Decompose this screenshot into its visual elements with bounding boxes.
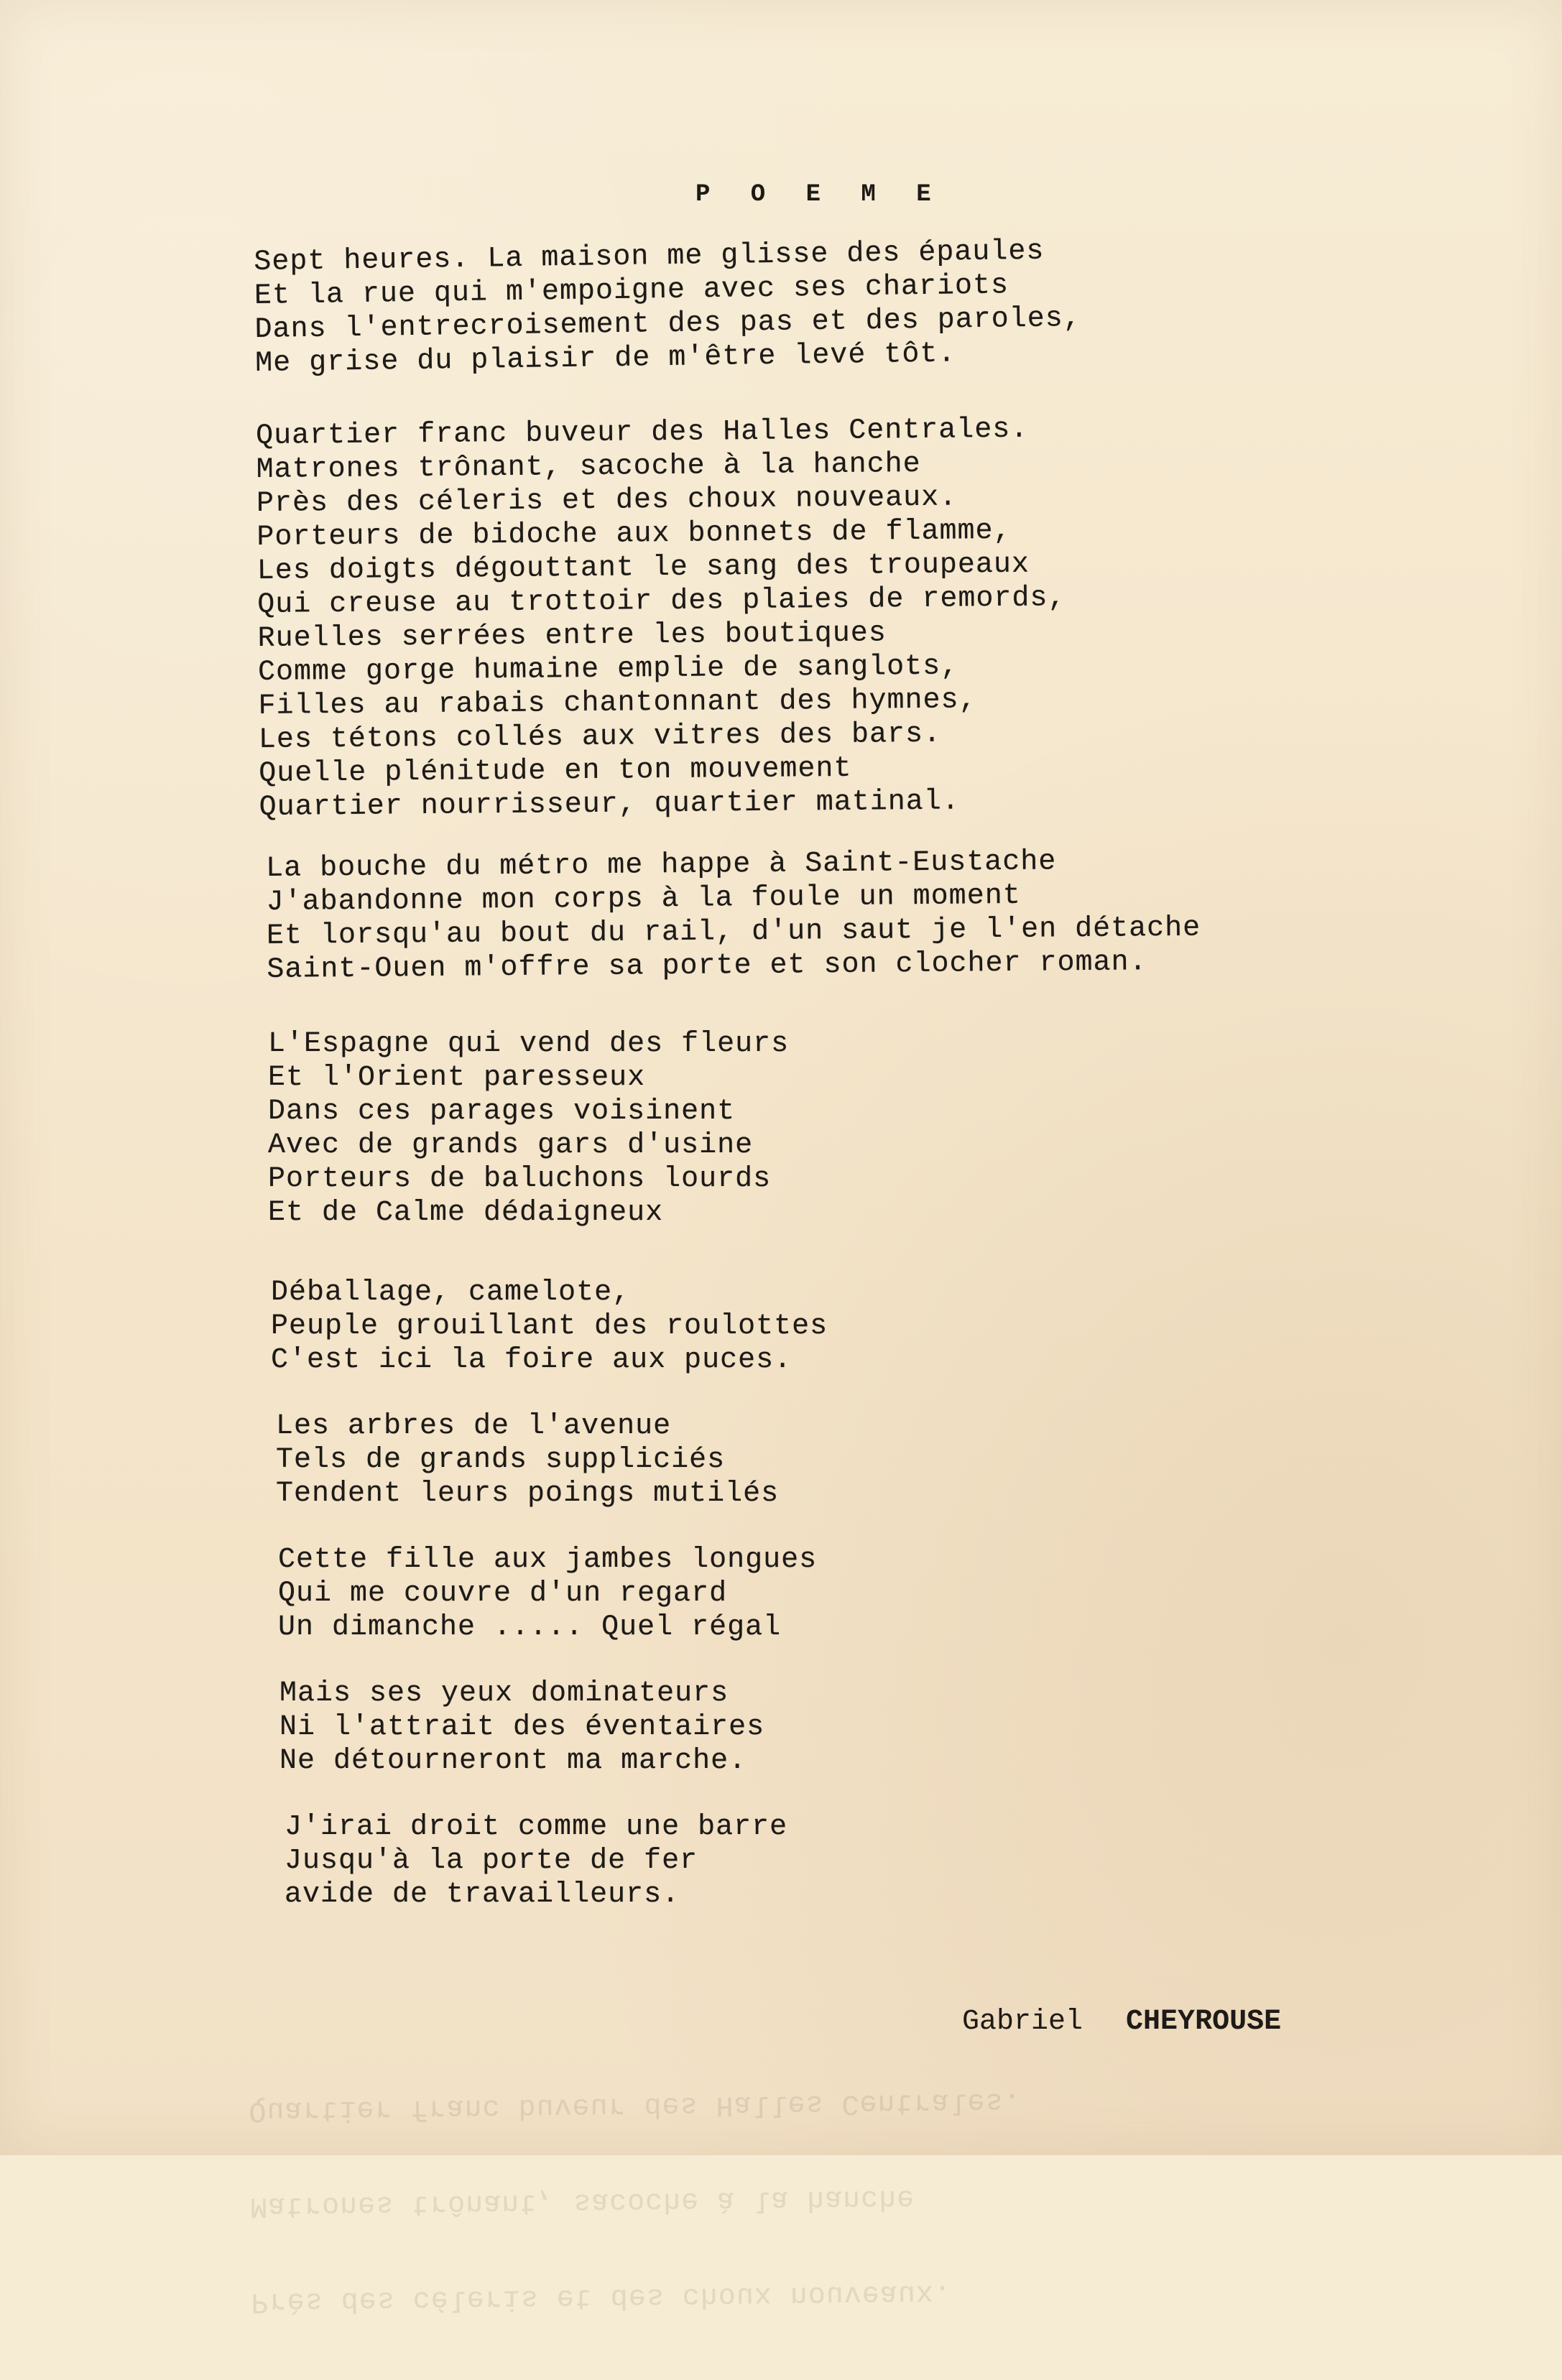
poem-line: J'irai droit comme une barre bbox=[285, 1811, 788, 1843]
poem-line: Ne détourneront ma marche. bbox=[279, 1745, 747, 1777]
bleed-through-line: Près des céleris et des choux nouveaux. bbox=[251, 2277, 953, 2318]
poem-line: Un dimanche ..... Quel régal bbox=[278, 1611, 782, 1644]
poem-line: L'Espagne qui vend des fleurs bbox=[268, 1028, 790, 1060]
poem-line: Tendent leurs poings mutilés bbox=[276, 1478, 780, 1510]
poem-line: Avec de grands gars d'usine bbox=[268, 1129, 754, 1162]
poem-line: Quartier franc buveur des Halles Centrales. bbox=[256, 413, 1029, 453]
poem-line: J'abandonne mon corps à la foule un moment bbox=[266, 879, 1021, 919]
poem-line: Me grise du plaisir de m'être levé tôt. bbox=[254, 338, 956, 380]
stanza-1 bbox=[254, 234, 1082, 381]
poem-line: Et l'Orient paresseux bbox=[268, 1062, 646, 1094]
poem-line: Les arbres de l'avenue bbox=[276, 1410, 672, 1443]
bleed-through-line: Matrones trônant, sacoche à la hanche bbox=[249, 2181, 915, 2222]
stanza-2 bbox=[256, 412, 1068, 825]
stanza-5 bbox=[271, 1276, 828, 1377]
poem-line: Les doigts dégouttant le sang des troupeaux bbox=[257, 548, 1030, 588]
bleed-through-line: Quartier franc buveur des Halles Centrales. bbox=[249, 2084, 1022, 2126]
poem-title: P O E M E bbox=[695, 181, 944, 208]
poem-line: Dans ces parages voisinent bbox=[268, 1096, 736, 1128]
author-last-name: CHEYROUSE bbox=[1126, 2006, 1282, 2038]
stanza-7 bbox=[278, 1543, 817, 1644]
poem-line: Porteurs de bidoche aux bonnets de flamme, bbox=[257, 514, 1012, 554]
poem-line: Peuple grouillant des roulottes bbox=[271, 1310, 828, 1343]
poem-line: Qui me couvre d'un regard bbox=[278, 1578, 728, 1610]
poem-line: Ni l'attrait des éventaires bbox=[279, 1711, 765, 1744]
poem-line: Jusqu'à la porte de fer bbox=[285, 1845, 698, 1877]
poem-line: Matrones trônant, sacoche à la hanche bbox=[256, 448, 921, 486]
poem-line: Quartier nourrisseur, quartier matinal. bbox=[259, 785, 961, 824]
poem-line: Les tétons collés aux vitres des bars. bbox=[258, 718, 942, 756]
stanza-3 bbox=[266, 844, 1201, 987]
poem-line: Ruelles serrées entre les boutiques bbox=[257, 617, 887, 655]
stanza-4 bbox=[268, 1027, 789, 1230]
reverse-side-bleed-through bbox=[248, 2020, 1186, 2380]
stanza-9 bbox=[285, 1810, 787, 1912]
poem-line: Mais ses yeux dominateurs bbox=[279, 1677, 729, 1710]
poem-line: Déballage, camelote, bbox=[271, 1277, 631, 1309]
poem-line: Près des céleris et des choux nouveaux. bbox=[256, 481, 958, 520]
poem-line: Cette fille aux jambes longues bbox=[278, 1544, 818, 1576]
stanza-6 bbox=[276, 1409, 779, 1511]
poem-line: Qui creuse au trottoir des plaies de remords, bbox=[257, 582, 1066, 621]
stanza-8 bbox=[279, 1677, 764, 1778]
poem-line: Et de Calme dédaigneux bbox=[268, 1197, 664, 1229]
poem-line: Porteurs de baluchons lourds bbox=[268, 1163, 772, 1195]
poem-line: Tels de grands suppliciés bbox=[276, 1444, 726, 1476]
poem-line: Saint-Ouen m'offre sa porte et son clocher roman. bbox=[267, 946, 1147, 986]
poem-line: La bouche du métro me happe à Saint-Eustache bbox=[266, 846, 1057, 885]
poem-line: C'est ici la foire aux puces. bbox=[271, 1344, 792, 1376]
poem-line: Dans l'entrecroisement des pas et des paroles, bbox=[254, 302, 1082, 346]
poem-line: Et lorsqu'au bout du rail, d'un saut je l'en détache bbox=[266, 912, 1201, 953]
poem-line: Filles au rabais chantonnant des hymnes, bbox=[258, 684, 977, 723]
poem-line: Comme gorge humaine emplie de sanglots, bbox=[257, 650, 959, 689]
author-first-name: Gabriel bbox=[962, 2006, 1083, 2038]
poem-line: Sept heures. La maison me glisse des épaules bbox=[254, 235, 1045, 279]
poem-line: Quelle plénitude en ton mouvement bbox=[259, 752, 852, 790]
poem-line: avide de travailleurs. bbox=[285, 1879, 680, 1911]
poem-line: Et la rue qui m'empoigne avec ses chariots bbox=[254, 269, 1009, 312]
